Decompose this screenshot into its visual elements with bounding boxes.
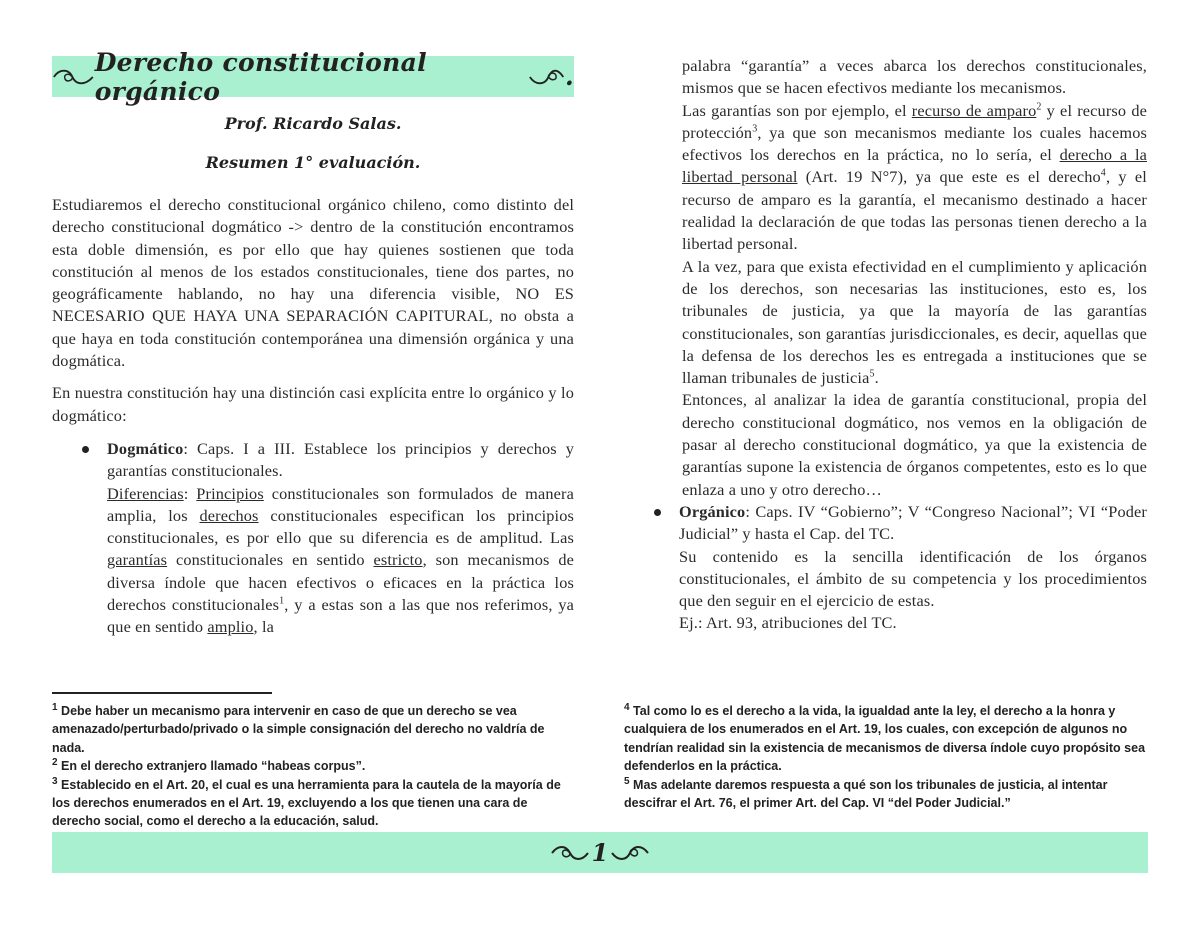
footnote-text: Mas adelante daremos respuesta a qué son los tribunales de justicia, al intentar descifrar el Art. 76, el primer Art. del Cap. VI “del Poder Judicial.” [624,777,1108,811]
amplio-term: amplio [207,617,254,637]
text-segment: constitucionales son formulados de manera amplia, los [107,483,574,525]
footnotes-left [52,702,574,831]
footnote-2 [52,757,574,775]
text-segment: , son mecanismos de diversa índole que hacen efectivos o eficaces en la práctica los derechos constitucionales [107,550,574,615]
estricto-term: estricto [373,550,423,570]
colon: : [183,483,197,503]
bullet-icon [82,446,89,453]
list-item-organico [654,501,1147,635]
flourish-right-icon [610,843,650,863]
text-segment: Las garantías son por ejemplo, el [682,100,912,120]
text-segment: , y a estas son a las que nos referimos, ya que en sentido [107,595,574,637]
footnote-text: Debe haber un mecanismo para intervenir en caso de que un derecho se vea amenazado/perturbado/privado o la simple consignación del derecho no valdría de nada. [52,704,545,755]
derechos-term: derechos [199,505,259,525]
footnote-text: En el derecho extranjero llamado “habeas corpus”. [57,759,366,774]
footnote-num: 2 [52,757,58,769]
list-item-dogmatico [82,438,574,639]
footnotes-right [624,702,1146,812]
entonces-paragraph: Entonces, al analizar la idea de garantía constitucional, propia del derecho constitucional dogmático, nos vemos en la obligación de pasar al derecho constitucional dogmático, ya que la existencia de garantías supone la existencia de órganos competentes, esto es lo que enlaza a uno y otro derecho… [682,390,1147,499]
title-banner [52,47,574,106]
text-segment: , y el recurso de amparo es la garantía, el mecanismo destinado a hacer realidad la declaración de que todas las personas tienen derecho a la libertad personal. [682,167,1147,254]
footnote-text: Establecido en el Art. 20, el cual es una herramienta para la cautela de la mayoría de los derechos enumerados en el Art. 19, excluyendo a los que tienen una cara de derecho social, como el derecho a la educación, salud. [52,777,561,829]
text-segment: constitucionales en sentido [167,550,374,570]
summary-heading: Resumen 1° evaluación. [205,153,421,172]
footer-banner [52,832,1148,873]
principios-term: Principios [196,483,264,503]
garantias-term: garantías [107,550,168,570]
flourish-right-icon [528,66,565,88]
right-column [679,55,1147,635]
distinction-paragraph: En nuestra constitución hay una distinción casi explícita entre lo orgánico y lo dogmático: [52,383,574,425]
footnote-ref-1[interactable]: 1 [279,595,285,607]
text-segment: A la vez, para que exista efectividad en el cumplimiento y aplicación de los derechos, son necesarias las instituciones, esto es, los tribunales de justicia, ya que la mayoría de las garantías constitucionales, son garantías jurisdiccionales, es decir, aquellas que la defensa de los derechos les es entregada a instituciones que se llaman tribunales de justicia [682,256,1147,388]
footnote-text: Tal como lo es el derecho a la vida, la igualdad ante la ley, el derecho a la honra y cualquiera de los enumerados en el Art. 19, los cuales, con excepción de algunos no tendrían realidad sin la existencia de mecanismos de diversa índole cuyo propósito sea defenderlos en la práctica. [624,704,1146,774]
term-dogmatico: Dogmático [107,438,184,458]
text-segment: y el recurso de protección [682,100,1147,142]
differences-label: Diferencias [107,483,184,503]
term-organico: Orgánico [679,501,746,521]
page-number: 1 [591,838,609,867]
footnote-ref-3[interactable]: 3 [752,123,758,135]
organico-example: Ej.: Art. 93, atribuciones del TC. [679,613,897,633]
text-segment: , la [253,617,274,637]
derecho-libertad-term: derecho a la libertad personal [682,145,1147,187]
page-title: Derecho constitucional orgánico [94,47,427,106]
continuation-paragraph: palabra “garantía” a veces abarca los derechos constitucionales, mismos que se hacen efectivos mediante los mecanismos. [682,56,1147,98]
footnote-5 [624,776,1146,813]
left-column [52,194,574,639]
professor-name: Prof. Ricardo Salas. [224,114,402,133]
title-dot: . [564,62,574,91]
organico-description: : Caps. IV “Gobierno”; V “Congreso Nacional”; VI “Poder Judicial” y hasta el Cap. del TC. [679,501,1147,544]
footnote-num: 3 [52,775,58,787]
flourish-left-icon [550,843,590,863]
footnote-3 [52,776,574,831]
footnote-4 [624,702,1146,776]
footnote-ref-2[interactable]: 2 [1036,101,1042,113]
bullet-icon [654,509,661,516]
text-segment: constitucionales especifican los principios constitucionales, es por ello que su diferencia es de amplitud. Las [107,505,574,548]
footnote-separator [52,692,272,694]
recurso-amparo-term: recurso de amparo [911,100,1037,120]
organico-content: Su contenido es la sencilla identificación de los órganos constitucionales, el ámbito de su competencia y los procedimientos que den seguir en el ejercicio de estas. [679,546,1147,611]
intro-paragraph: Estudiaremos el derecho constitucional orgánico chileno, como distinto del derecho constitucional dogmático -> dentro de la constitución encontramos esta doble dimensión, es por ello que hay quienes sostienen que toda constitución al menos de los estados constitucionales, tiene dos partes, no geográficamente hablando, no hay una diferencia visible, NO ES NECESARIO QUE HAYA UNA SEPARACIÓN CAPITURAL, no obsta a que haya en toda constitución contemporánea una dimensión orgánica y una dogmática. [52,195,574,371]
footnote-num: 5 [624,775,630,787]
text-segment: , ya que son mecanismos mediante los cuales hacemos efectivos los derechos en la práctica, no lo sería, el [682,122,1147,165]
flourish-left-icon [52,66,95,88]
footnote-ref-4[interactable]: 4 [1100,168,1106,180]
footnote-num: 4 [624,701,630,713]
footnote-num: 1 [52,701,58,713]
footnote-1 [52,702,574,757]
text-segment: (Art. 19 N°7), ya que este es el derecho [797,167,1101,187]
footnote-ref-5[interactable]: 5 [869,368,875,380]
dogmatico-description: : Caps. I a III. Establece los principios y derechos y garantías constitucionales. [107,438,574,481]
text-segment: . [874,368,879,388]
